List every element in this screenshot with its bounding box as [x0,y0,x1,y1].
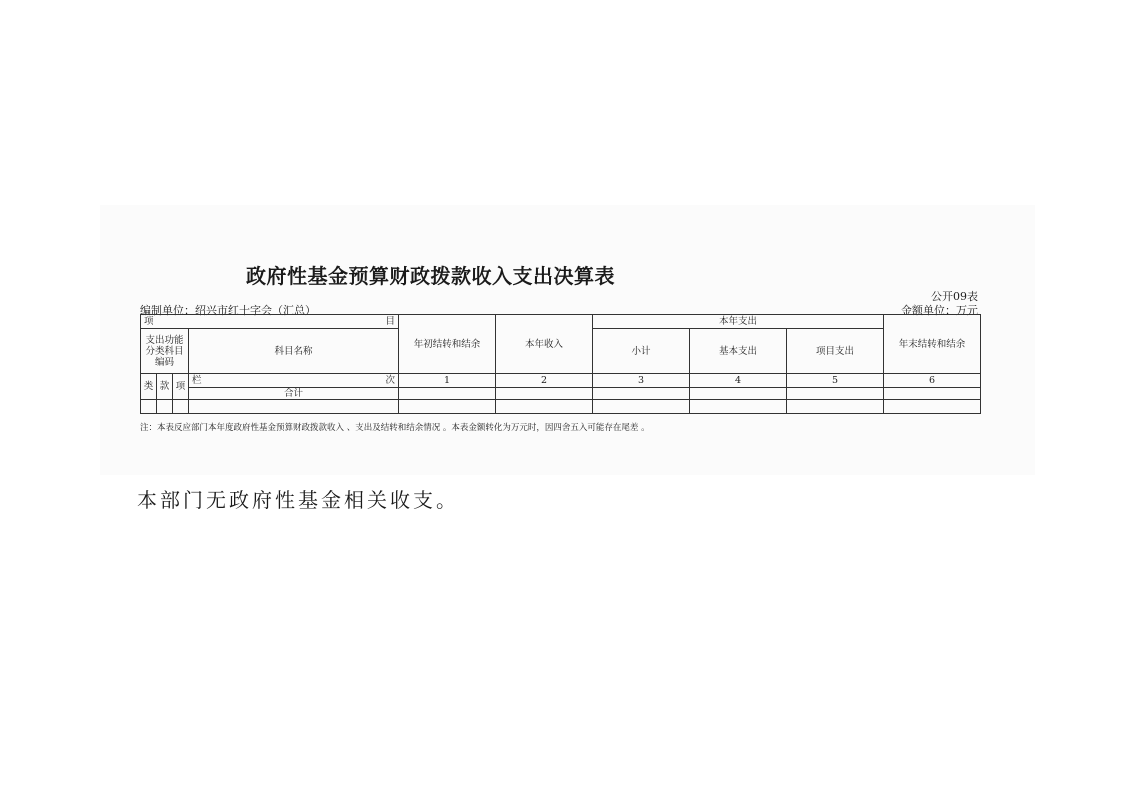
col-number: 1 [399,374,496,388]
empty-cell [787,400,884,414]
col-subtotal-header: 小计 [593,329,690,374]
amount-unit-label: 金额单位：万元 [901,304,978,317]
ci-label: 次 [385,374,396,386]
code-xiang-cell: 项 [173,374,189,400]
total-cell [399,388,496,400]
no-fund-statement: 本部门无政府性基金相关收支。 [137,488,459,512]
code-header: 支出功能 分类科目 编码 [141,329,189,374]
empty-cell [690,400,787,414]
empty-cell [141,400,157,414]
item-header-cell [141,315,399,329]
table-note: 注：本表反应部门本年度政府性基金预算财政拨款收入 、支出及结转和结余情况 。本表金额转化为万元时，因四舍五入可能存在尾差 。 [140,423,650,433]
empty-cell [173,400,189,414]
total-cell [884,388,981,400]
col-number: 5 [787,374,884,388]
lan-label: 栏 [192,374,202,386]
form-code: 公开09表 [931,290,978,303]
empty-cell [496,400,593,414]
total-cell [787,388,884,400]
col-number: 2 [496,374,593,388]
col-income-header: 本年收入 [496,315,593,374]
col-number: 4 [690,374,787,388]
empty-cell [189,400,399,414]
total-cell [496,388,593,400]
empty-cell [399,400,496,414]
col-spending-group-header: 本年支出 [593,315,884,329]
col-project-header: 项目支出 [787,329,884,374]
header-mu: 目 [385,315,396,327]
col-number: 6 [884,374,981,388]
empty-row [141,400,981,414]
total-cell [593,388,690,400]
col-basic-header: 基本支出 [690,329,787,374]
report-title: 政府性基金预算财政拨款收入支出决算表 [246,264,615,288]
empty-cell [157,400,173,414]
col-number: 3 [593,374,690,388]
col-end-balance-header: 年末结转和结余 [884,315,981,374]
budget-table [140,314,981,414]
empty-cell [593,400,690,414]
empty-cell [884,400,981,414]
org-unit-label: 编制单位：绍兴市红十字会（汇总） [140,304,316,317]
total-label-cell: 合计 [189,388,399,400]
name-header: 科目名称 [189,329,399,374]
header-xiang: 项 [144,315,154,327]
total-cell [690,388,787,400]
code-kuan-cell: 款 [157,374,173,400]
col-begin-balance-header: 年初结转和结余 [399,315,496,374]
code-lei-cell: 类 [141,374,157,400]
column-number-label-cell [189,374,399,388]
